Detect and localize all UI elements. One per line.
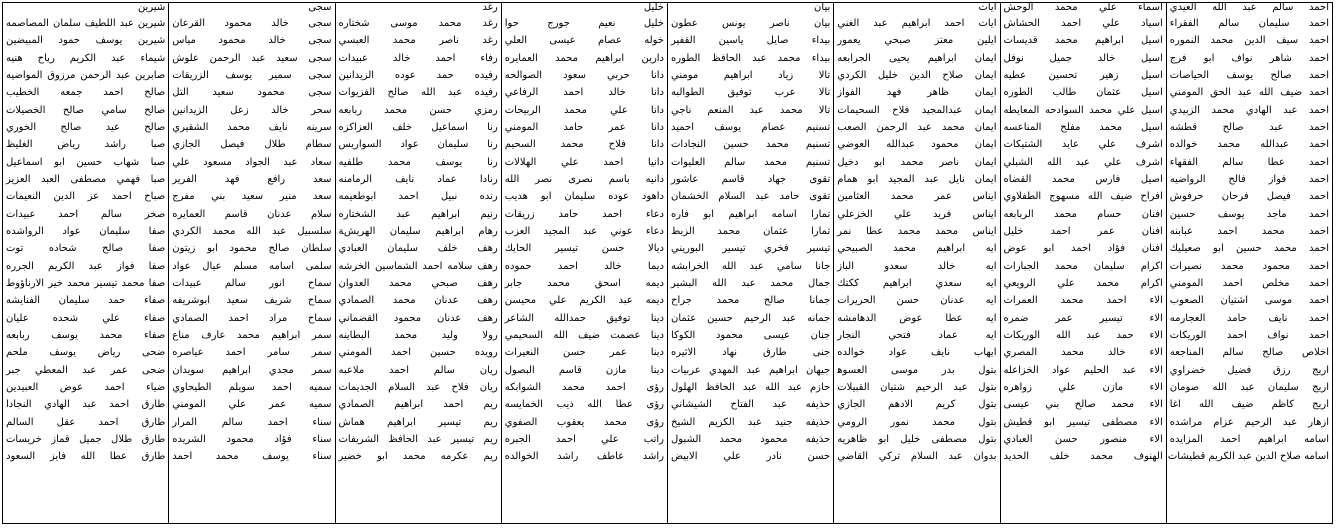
name-entry: ايه عطا عوض الدهامشه xyxy=(837,312,997,324)
name-entry-partial: شيرين xyxy=(137,3,166,13)
name-entry: ايناس عمر محمد العثامين xyxy=(837,191,997,203)
name-entry: دينا عصمت ضيف الله السحيمي xyxy=(504,329,664,341)
name-entry: احمد محمد حسين ابو صعيليك xyxy=(1169,243,1329,255)
name-entry: بدوان عبد السلام تركي القاضي xyxy=(837,451,997,463)
name-entry: رغد محمد موسى شختاره xyxy=(338,18,498,29)
name-entry: اسياد علي احمد الحشاش xyxy=(1003,18,1163,29)
name-entry: سمر سامر احمد عياصره xyxy=(172,347,332,359)
name-entry: رفيده عبد الله صالح الفزيوات xyxy=(338,87,498,99)
name-entry: رولا وليد محمد البطاينه xyxy=(338,329,498,341)
name-column-4 xyxy=(667,3,833,523)
name-entry: سحر خالد زعل الزيدانين xyxy=(172,104,332,116)
name-entry: رهام ابراهيم سليمان الهريشﺔ xyxy=(338,225,498,237)
name-entry: احمد ضيف الله عبد الحق المومني xyxy=(1169,87,1329,99)
name-entry: احمد ماجد يوسف حسين xyxy=(1169,208,1329,220)
name-entry: بتول عبد الرحيم شتيان القبيلات xyxy=(837,381,997,393)
name-entry: اريج رزق فضيل خضراوي xyxy=(1169,364,1329,376)
name-entry: اسامه ابراهيم احمد المزايده xyxy=(1169,433,1329,445)
name-column-5 xyxy=(501,3,667,523)
name-entry: ايمان نايل عبد المجيد ابو همام xyxy=(837,173,997,185)
name-entry-partial: رغد xyxy=(482,3,498,13)
name-entry: احمد شاهر نواف ابو فرج xyxy=(1169,52,1329,64)
name-entry: سماح مراد احمد الصمادي xyxy=(172,312,332,324)
name-entry: اسيل محمد مفلح المناعسه xyxy=(1003,121,1163,133)
name-entry: سناء يوسف محمد احمد xyxy=(172,451,332,463)
name-entry: ايمان ناصر محمد ابو دخيل xyxy=(837,156,997,168)
name-entry: ريم احمد ابراهيم الصمادي xyxy=(338,399,498,411)
name-entry: دعاء عوني عبد المجيد العزب xyxy=(504,225,664,237)
name-entry: ايلين معتز صبحي يعمور xyxy=(837,35,997,47)
name-entry: رؤى محمد يعقوب الصفوي xyxy=(504,416,664,428)
name-entry: صفا فواز عبد الكريم الجرره xyxy=(6,260,166,272)
name-entry: تقوى حامد عبد السلام الخشمان xyxy=(671,191,831,203)
name-entry: صبا راشد رياض الغليظ xyxy=(6,139,166,151)
name-entry: ايات احمد ابراهيم عبد الغني xyxy=(837,18,997,29)
name-entry: دينا مازن قاسم البصول xyxy=(504,364,664,376)
name-entry: دانيه باسم نصرى نصر الله xyxy=(504,173,664,185)
name-entry: اسيل خالد جميل نوفل xyxy=(1003,52,1163,64)
name-entry-partial: ايات xyxy=(978,3,997,13)
name-entry: اكرام سليمان محمد الجبارات xyxy=(1003,260,1163,272)
name-entry: احمد عطا سالم الفقهاء xyxy=(1169,156,1329,168)
name-entry-partial: احمد سالم عبد الله العيدي xyxy=(1169,3,1329,13)
name-entry: جنان عيسى محمود الكوكا xyxy=(671,329,831,341)
name-entry: شيماء عبد الكريم رياح هنيه xyxy=(6,52,166,64)
name-entry: طارق احمد عقل السالم xyxy=(6,416,166,428)
name-entry: بتول بدر موسى العسوﻫ xyxy=(837,364,997,376)
name-entry: سلام عدنان قاسم العمايره xyxy=(172,208,332,220)
name-entry: بيداء محمد عبد الحافظ الطوره xyxy=(671,52,831,64)
name-entry: الاء تيسير عمر ضمره xyxy=(1003,312,1163,324)
name-entry: ريان فلاح عبد السلام الجديمات xyxy=(338,381,498,393)
name-entry: صباح احمد عز الدين النعيمات xyxy=(6,191,166,203)
name-entry: احمد سيف الدين محمد النموره xyxy=(1169,35,1329,47)
name-entry: رنده نبيل احمد ابوطعيمه xyxy=(338,191,498,203)
name-entry: ديما خالد احمد حموده xyxy=(504,260,664,272)
name-entry: اسيل زهير تحسين عطيه xyxy=(1003,69,1163,81)
name-entry: صفا صالح شحاده توت xyxy=(6,243,166,255)
name-entry: الاء مصطفى تيسير ابو قطيش xyxy=(1003,416,1163,428)
name-entry: ايه خالد سعدو الباز xyxy=(837,260,997,272)
name-entry: خليل نعيم جورج حوا xyxy=(504,18,664,29)
name-entry: ايه ابراهيم محمد الصبيحي xyxy=(837,243,997,255)
name-entry: اكرام محمد علي الرويعي xyxy=(1003,277,1163,289)
name-column-7 xyxy=(168,3,334,523)
name-entry: سطام طلال فيصل الجازي xyxy=(172,139,332,151)
name-entry: اشرف علي عايد الشتيكات xyxy=(1003,139,1163,151)
name-entry: حازم عبد الله عبد الحافظ الهلول xyxy=(671,381,831,393)
name-entry: سلمى اسامه مسلم عيال عواد xyxy=(172,260,332,272)
name-column-3 xyxy=(833,3,999,523)
name-entry: سجى خالد محمود القرعان xyxy=(172,18,332,29)
name-entry: ريم تيسير ابراهيم هماش xyxy=(338,416,498,428)
name-entry: طارق طلال جميل قماز خريسات xyxy=(6,433,166,445)
name-entry: جمانه عبد الرحيم حسين عثمان xyxy=(671,312,831,324)
name-entry: دانا فلاح محمد السحيم xyxy=(504,139,664,151)
name-entry: ايمان ابراهيم يحيى الجرابعه xyxy=(837,52,997,64)
name-entry: جانا سامي عبد الله الخرابشه xyxy=(671,260,831,272)
name-entry: صفاء محمد يوسف ربابعه xyxy=(6,329,166,341)
name-entry: رهف سلامه احمد الشماسين الخرشه xyxy=(338,260,498,272)
name-entry: حسن نادر علي الابيض xyxy=(671,451,831,463)
name-entry: تمارا عثمان محمد الزبط xyxy=(671,225,831,237)
name-entry: تمارا اسامه ابراهيم ابو فاره xyxy=(671,208,831,220)
name-entry-partial: سجى xyxy=(308,3,332,13)
name-list-sheet xyxy=(2,2,1333,524)
name-entry: احمد عبد صالح قطشه xyxy=(1169,121,1329,133)
name-entry: سجى محمود سعيد التل xyxy=(172,87,332,99)
name-entry: دينا عمر حسن النعيرات xyxy=(504,347,664,359)
name-entry: رؤى عطا الله ذيب الخمايسه xyxy=(504,399,664,411)
name-entry: تالا عرب توفيق الطوالبه xyxy=(671,87,831,99)
name-entry: اسيل علي محمد السوادحه المعايطه xyxy=(1003,104,1163,116)
name-entry: سرينه نايف محمد الشقيري xyxy=(172,121,332,133)
name-entry: ايه عدنان حسن الحريرات xyxy=(837,295,997,307)
name-entry: صبا فهمي مصطفى العبد العزيز xyxy=(6,173,166,185)
name-entry: سمر ابراهيم محمد عارف مناع xyxy=(172,329,332,341)
name-entry: دينا توفيق حمدالله الشاعر xyxy=(504,312,664,324)
name-entry: بتول محمد نمور الرومي xyxy=(837,416,997,428)
name-entry: صالح عيد صالح الخوري xyxy=(6,121,166,133)
name-entry: اشرف علي عبد الله الشبلي xyxy=(1003,156,1163,168)
name-entry: رويده حسين احمد المومني xyxy=(338,347,498,359)
name-entry: صالح سامي صالح الخصيلات xyxy=(6,104,166,116)
name-entry: سعد رافع فهد الفرير xyxy=(172,173,332,185)
name-entry: احمد صالح يوسف الحياصات xyxy=(1169,69,1329,81)
name-entry: تسنيم عصام يوسف احميد xyxy=(671,121,831,133)
name-entry: دانا خالد احمد الرفاعي xyxy=(504,87,664,99)
name-entry: ضحى عمر عبد المعطي جبر xyxy=(6,364,166,376)
name-entry: احمد فواز فالح الرواضيه xyxy=(1169,173,1329,185)
name-entry: احمد عبدالله محمد خوالده xyxy=(1169,139,1329,151)
name-entry: طارق عطا الله فايز السعود xyxy=(6,451,166,463)
name-entry: سماح انور سالم عبيدات xyxy=(172,277,332,289)
name-entry: الاء خالد محمد المصري xyxy=(1003,347,1163,359)
name-entry: الاء محمد صالح بني عيسى xyxy=(1003,399,1163,411)
name-entry: راشد عاطف راشد الخوالده xyxy=(504,451,664,463)
name-entry: ايناس محمد محمد عطا نمر xyxy=(837,225,997,237)
name-column-8 xyxy=(3,3,168,523)
name-entry: ايمان صلاح الدين خليل الكردي xyxy=(837,69,997,81)
name-entry: احمد عبد الهادي محمد الزبيدي xyxy=(1169,104,1329,116)
name-entry: الاء منصور حسن العبادي xyxy=(1003,433,1163,445)
name-entry: اسيل عثمان طالب الطوره xyxy=(1003,87,1163,99)
name-entry: ايمان محمود عبدالله العوضي xyxy=(837,139,997,151)
name-entry-partial: بيان xyxy=(814,3,831,13)
name-entry: حذيفه عبد الفتاح الشيشاني xyxy=(671,399,831,411)
name-entry: افراح ضيف الله مسهوج الطفلاوي xyxy=(1003,191,1163,203)
name-entry: رهف عدنان محمود القضماني xyxy=(338,312,498,324)
name-entry: ايمان محمد عبد الرحمن الصعب xyxy=(837,121,997,133)
name-entry: سمر مجدي ابراهيم سويدان xyxy=(172,364,332,376)
name-entry: الهنوف محمد خلف الحديد xyxy=(1003,451,1163,463)
name-entry: ايه سعدي ابراهيم ككتك xyxy=(837,277,997,289)
name-entry: ضحى رياض يوسف ملحم xyxy=(6,347,166,359)
name-entry: جنى طارق نهاد الاثيره xyxy=(671,347,831,359)
name-entry: ديالا حسن تيسير الحايك xyxy=(504,243,664,255)
name-entry: رهف عدنان محمد الصمادي xyxy=(338,295,498,307)
name-entry: جيهان ابراهيم عبد المهدي عربيات xyxy=(671,364,831,376)
name-entry: صفاء حمد سليمان الفنايشه xyxy=(6,295,166,307)
name-entry: اسيل ابراهيم محمد قديسات xyxy=(1003,35,1163,47)
name-entry: سناء احمد سالم المرار xyxy=(172,416,332,428)
name-entry: سجى خالد محمود مياس xyxy=(172,35,332,47)
name-entry: صفا سليمان عواد الرواشده xyxy=(6,225,166,237)
name-entry: رغد ناصر محمد العبسي xyxy=(338,35,498,47)
name-entry: ايهاب نايف عواد خوالده xyxy=(837,347,997,359)
name-entry: ايه عماد فتحي النجار xyxy=(837,329,997,341)
name-entry: دانا عمر حامد المومني xyxy=(504,121,664,133)
name-entry: ازهار عبد الرحيم عزام مراشده xyxy=(1169,416,1329,428)
name-column-6 xyxy=(335,3,501,523)
name-entry: رنا يوسف محمد طلفيه xyxy=(338,156,498,168)
name-entry: حذيفه محمود محمد الشبول xyxy=(671,433,831,445)
name-entry: بتول كريم الادهم الجازي xyxy=(837,399,997,411)
name-entry: دانيا احمد علي الهلالات xyxy=(504,156,664,168)
name-entry: سميه احمد سويلم الطيحاوي xyxy=(172,381,332,393)
name-entry: بيان ناصر يونس عطون xyxy=(671,18,831,29)
name-entry: داهود عوده سليمان ابو هديب xyxy=(504,191,664,203)
name-entry: الاء مازن علي زواهره xyxy=(1003,381,1163,393)
name-entry: تالا زياد ابراهيم مومني xyxy=(671,69,831,81)
name-entry: صخر سالم احمد عبيدات xyxy=(6,208,166,220)
name-entry: سعد منير سعيد بني مفرج xyxy=(172,191,332,203)
name-entry: دارين ابراهيم محمد العمايره xyxy=(504,52,664,64)
name-entry: رنا اسماعيل خلف العزاكزه xyxy=(338,121,498,133)
name-entry: الاء عبد الحليم عواد الخزاعله xyxy=(1003,364,1163,376)
name-entry: صبا شهاب حسين ابو اسماعيل xyxy=(6,156,166,168)
name-entry: اريج كاظم ضيف الله اغا xyxy=(1169,399,1329,411)
name-entry: احمد محمد احمد عبابنه xyxy=(1169,225,1329,237)
name-entry: ايمان عبدالمجيد فلاح السحيمات xyxy=(837,104,997,116)
name-entry: الاء احمد محمد العمرات xyxy=(1003,295,1163,307)
name-entry: تسنيم محمد سالم العليوات xyxy=(671,156,831,168)
name-entry: رفيده حمد عوده الزيدانين xyxy=(338,69,498,81)
name-entry: افنان فؤاد احمد ابو عوض xyxy=(1003,243,1163,255)
name-entry: بيداء صايل ياسين القفير xyxy=(671,35,831,47)
name-entry: صالح احمد جمعه الخطيب xyxy=(6,87,166,99)
name-entry: رهف صبحي محمد العدوان xyxy=(338,277,498,289)
name-entry: دانا حربي سعود الصوالحه xyxy=(504,69,664,81)
name-entry: جمانا صالح محمد جراح xyxy=(671,295,831,307)
name-entry: احمد فيصل فرحان حرفوش xyxy=(1169,191,1329,203)
name-entry: احمد نواف احمد الوريكات xyxy=(1169,329,1329,341)
name-entry: ضياء احمد عوض العبيدين xyxy=(6,381,166,393)
name-entry: سميه عمر علي المومني xyxy=(172,399,332,411)
name-entry: سلسبيل عبد الله محمد الكردي xyxy=(172,225,332,237)
name-entry: صابرين عبد الرحمن مرزوق المواضيه xyxy=(6,69,166,81)
name-entry: سماح شريف سعيد ابوشريفه xyxy=(172,295,332,307)
name-entry: صفا محمد تيسير محمد خير الارناؤوط xyxy=(6,277,166,289)
name-entry: ديمه اسحق محمد جابر xyxy=(504,277,664,289)
name-entry-partial: اسماء علي محمد الوحش xyxy=(1003,3,1163,13)
name-entry: تيسير فخري تيسير البوريني xyxy=(671,243,831,255)
name-entry: افنان عمر احمد خليل xyxy=(1003,225,1163,237)
name-entry: تسنيم محمد حسين النجادات xyxy=(671,139,831,151)
name-entry: رؤى احمد محمد الشوابكه xyxy=(504,381,664,393)
name-entry: رنادا عماد نايف الرمامنه xyxy=(338,173,498,185)
name-entry: رمزي حسن محمد ربابعه xyxy=(338,104,498,116)
name-entry: رنيم ابراهيم عبد الشختاره xyxy=(338,208,498,220)
name-entry: جمال محمد عبد الله البشير xyxy=(671,277,831,289)
name-entry: شيرين يوسف حمود المبيضين xyxy=(6,35,166,47)
name-entry: ايناس فريد علي الخزعلي xyxy=(837,208,997,220)
name-entry-partial: خليل xyxy=(643,3,664,13)
name-entry: احمد محمود محمد نصيرات xyxy=(1169,260,1329,272)
name-entry: طارق احمد عبد الهادي النجادا xyxy=(6,399,166,411)
name-entry: دانا علي محمد الربيحات xyxy=(504,104,664,116)
name-entry: سعاد عبد الجواد مسعود علي xyxy=(172,156,332,168)
name-entry: تالا محمد عبد المنعم ناجي xyxy=(671,104,831,116)
name-entry: احمد مخلص احمد المومني xyxy=(1169,277,1329,289)
name-entry: حذيفه جنيد عبد الكريم الشيخ xyxy=(671,416,831,428)
name-entry: رنا سليمان عواد السواريس xyxy=(338,139,498,151)
name-entry: دعاء احمد حامد زريقات xyxy=(504,208,664,220)
name-entry: احمد نايف حامد العجارمه xyxy=(1169,312,1329,324)
name-entry: سجى سعيد عبد الرحمن علوش xyxy=(172,52,332,64)
name-column-1 xyxy=(1166,3,1332,523)
name-entry: راتب علي احمد الجبره xyxy=(504,433,664,445)
name-entry: صفاء علي شحده عليان xyxy=(6,312,166,324)
name-entry: اصيل فارس محمد القضاه xyxy=(1003,173,1163,185)
name-column-2 xyxy=(1000,3,1166,523)
name-entry: شيرين عبد اللطيف سلمان المصاصمه xyxy=(6,18,166,29)
name-entry: افنان حسام محمد الربابعه xyxy=(1003,208,1163,220)
name-entry: سناء فؤاد محمود الشريده xyxy=(172,433,332,445)
name-entry: الاء حمد عبد الله الوريكات xyxy=(1003,329,1163,341)
name-entry: ريم تيسير عبد الحافظ الشريفات xyxy=(338,433,498,445)
name-entry: سجى سمير يوسف الزريقات xyxy=(172,69,332,81)
name-entry: اسامه صلاح الدين عبد الكريم قطيشات xyxy=(1167,451,1329,463)
name-entry: رهف خلف سليمان العبادي xyxy=(338,243,498,255)
name-entry: اخلاص صالح سالم المناجعه xyxy=(1169,347,1329,359)
name-entry: بتول مصطفى خليل ابو ظاهريه xyxy=(837,433,997,445)
name-entry: احمد سليمان سالم الفقراء xyxy=(1169,18,1329,29)
name-entry: احمد موسى اشتيان الصعوب xyxy=(1169,295,1329,307)
name-entry: سلطان صالح محمود ابو زيتون xyxy=(172,243,332,255)
name-entry: ريم عكرمه محمد ابو خضير xyxy=(338,451,498,463)
name-entry: ديمه عبد الكريم علي محيسن xyxy=(504,295,664,307)
name-entry: ريان سالم احمد ملاعبه xyxy=(338,364,498,376)
name-entry: ايمان ظاهر فهد الفواز xyxy=(837,87,997,99)
name-entry: اريج سليمان عبد الله صومان xyxy=(1169,381,1329,393)
name-entry: تقوى جهاد قاسم عاشور xyxy=(671,173,831,185)
name-entry: خوله عصام عيسى العلي xyxy=(504,35,664,47)
name-entry: رفاء احمد خالد عبيدات xyxy=(338,52,498,64)
